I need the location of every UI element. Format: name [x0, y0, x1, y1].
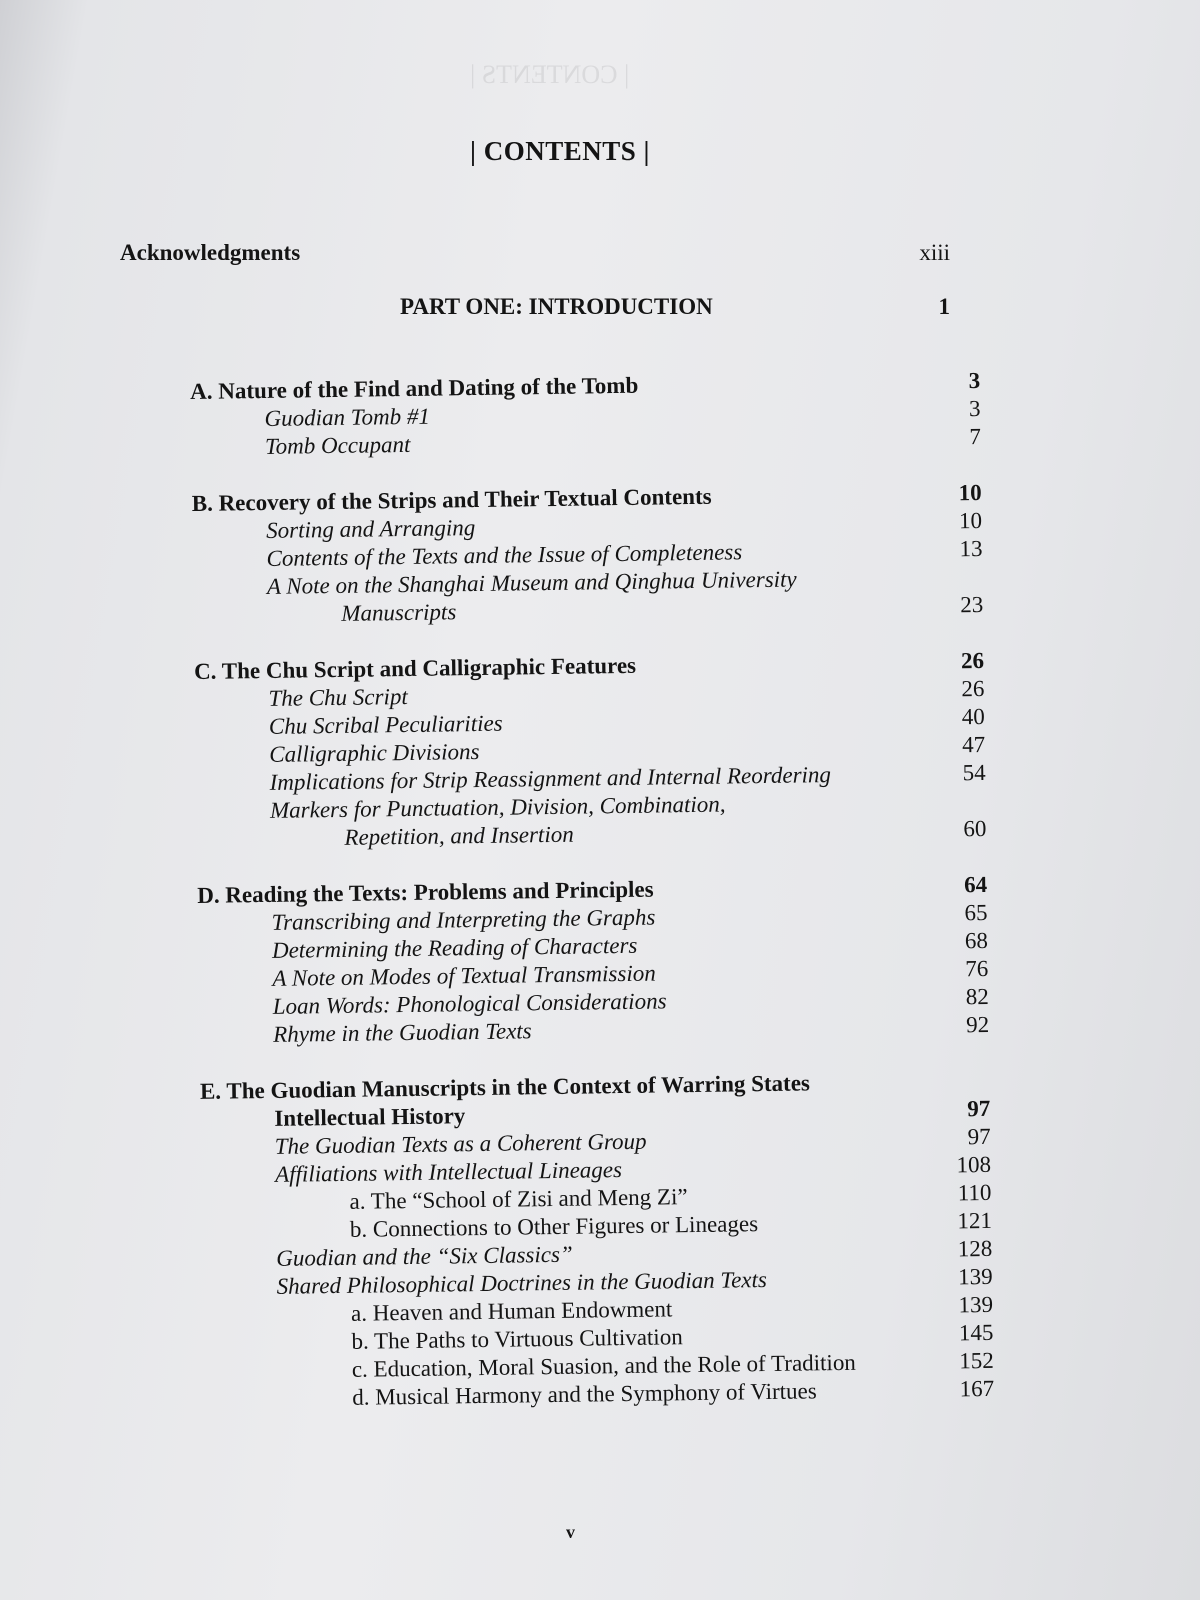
entry-title: Manuscripts: [341, 599, 457, 626]
entry-title: Guodian Tomb #1: [264, 403, 431, 431]
entry-title: Contents of the Texts and the Issue of Completeness: [266, 539, 743, 571]
entry-title: The Chu Script: [268, 683, 408, 711]
bleed-through-title: | CONTENTS |: [470, 60, 630, 89]
entry-label: Acknowledgments: [120, 240, 301, 265]
page-number: 10: [958, 507, 983, 534]
entry-title: b. The Paths to Virtuous Cultivation: [351, 1324, 683, 1354]
page-number: 92: [965, 1011, 990, 1038]
page-number: 1: [938, 294, 950, 319]
entry-title: Tomb Occupant: [264, 431, 411, 459]
page-number: 3: [968, 395, 981, 422]
entry-title: A Note on Modes of Textual Transmission: [272, 960, 656, 991]
entry-title: b. Connections to Other Figures or Lineages: [349, 1211, 759, 1242]
page-number: 3: [968, 367, 981, 394]
page-number: 68: [964, 927, 989, 954]
page-number: 128: [957, 1235, 993, 1262]
page-number: 121: [957, 1207, 993, 1234]
entry-title: Sorting and Arranging: [265, 515, 476, 543]
entry-title: Chu Scribal Peculiarities: [268, 710, 503, 739]
section-title: B. Recovery of the Strips and Their Textual Contents: [191, 483, 712, 516]
entry-title: Loan Words: Phonological Considerations: [272, 988, 667, 1019]
page-number: 13: [959, 535, 983, 562]
entry-title: Transcribing and Interpreting the Graphs: [271, 904, 656, 935]
page-number: 60: [963, 815, 987, 842]
page-number: 54: [962, 759, 986, 786]
entry-title: d. Musical Harmony and the Symphony of Virtues: [352, 1378, 817, 1410]
page-number: xiii: [919, 240, 950, 265]
page-title: | CONTENTS |: [470, 136, 650, 166]
page-number: 64: [963, 871, 988, 898]
section-title: C. The Chu Script and Calligraphic Features: [193, 652, 637, 684]
page-number: 26: [961, 675, 985, 702]
entry-title: Rhyme in the Guodian Texts: [272, 1018, 532, 1047]
page-number: 47: [962, 731, 986, 758]
page-number: 139: [958, 1291, 994, 1318]
entry-title: Affiliations with Intellectual Lineages: [274, 1157, 623, 1187]
entry-title: Markers for Punctuation, Division, Combination,: [269, 791, 726, 823]
entry-title: Guodian and the “Six Classics”: [276, 1241, 573, 1271]
entry-title: A Note on the Shanghai Museum and Qinghua University: [266, 566, 797, 599]
entry-title: c. Education, Moral Suasion, and the Role of Tradition: [351, 1349, 857, 1382]
section-title: Intellectual History: [274, 1103, 466, 1131]
part-label: PART ONE: INTRODUCTION: [400, 294, 713, 319]
page-number: 167: [959, 1375, 995, 1402]
section-title: E. The Guodian Manuscripts in the Context of Warring States: [199, 1070, 811, 1104]
page-number: 97: [967, 1123, 991, 1150]
page-number: 82: [965, 983, 989, 1010]
section-title: A. Nature of the Find and Dating of the Tomb: [190, 372, 639, 404]
page-number: 26: [960, 647, 985, 674]
page-number: 10: [958, 479, 982, 506]
page-number: 40: [961, 703, 985, 730]
page-number: 7: [969, 423, 982, 450]
page-number: 97: [967, 1095, 991, 1122]
entry-title: Shared Philosophical Doctrines in the Guodian Texts: [276, 1267, 768, 1299]
page-folio: v: [566, 1522, 575, 1542]
page-number: 110: [957, 1179, 992, 1206]
entry-title: Repetition, and Insertion: [344, 821, 574, 850]
entry-title: Determining the Reading of Characters: [271, 932, 638, 963]
part-heading: [400, 294, 950, 320]
page-number: 152: [959, 1347, 994, 1374]
page-number: 145: [958, 1319, 994, 1346]
table-of-contents: [190, 367, 994, 1414]
page-number: 76: [965, 955, 989, 982]
entry-title: The Guodian Texts as a Coherent Group: [274, 1128, 647, 1159]
toc-entry-acknowledgments: [120, 240, 950, 266]
entry-title: Implications for Strip Reassignment and Internal Reordering: [269, 762, 832, 795]
page-number: 65: [964, 899, 988, 926]
page-number: 108: [956, 1151, 992, 1178]
entry-title: a. Heaven and Human Endowment: [350, 1296, 673, 1326]
entry-title: a. The “School of Zisi and Meng Zi”: [349, 1184, 688, 1214]
page-number: 23: [960, 591, 984, 618]
entry-title: Calligraphic Divisions: [269, 738, 480, 767]
section-title: D. Reading the Texts: Problems and Principles: [197, 876, 654, 908]
page-number: 139: [957, 1263, 993, 1290]
